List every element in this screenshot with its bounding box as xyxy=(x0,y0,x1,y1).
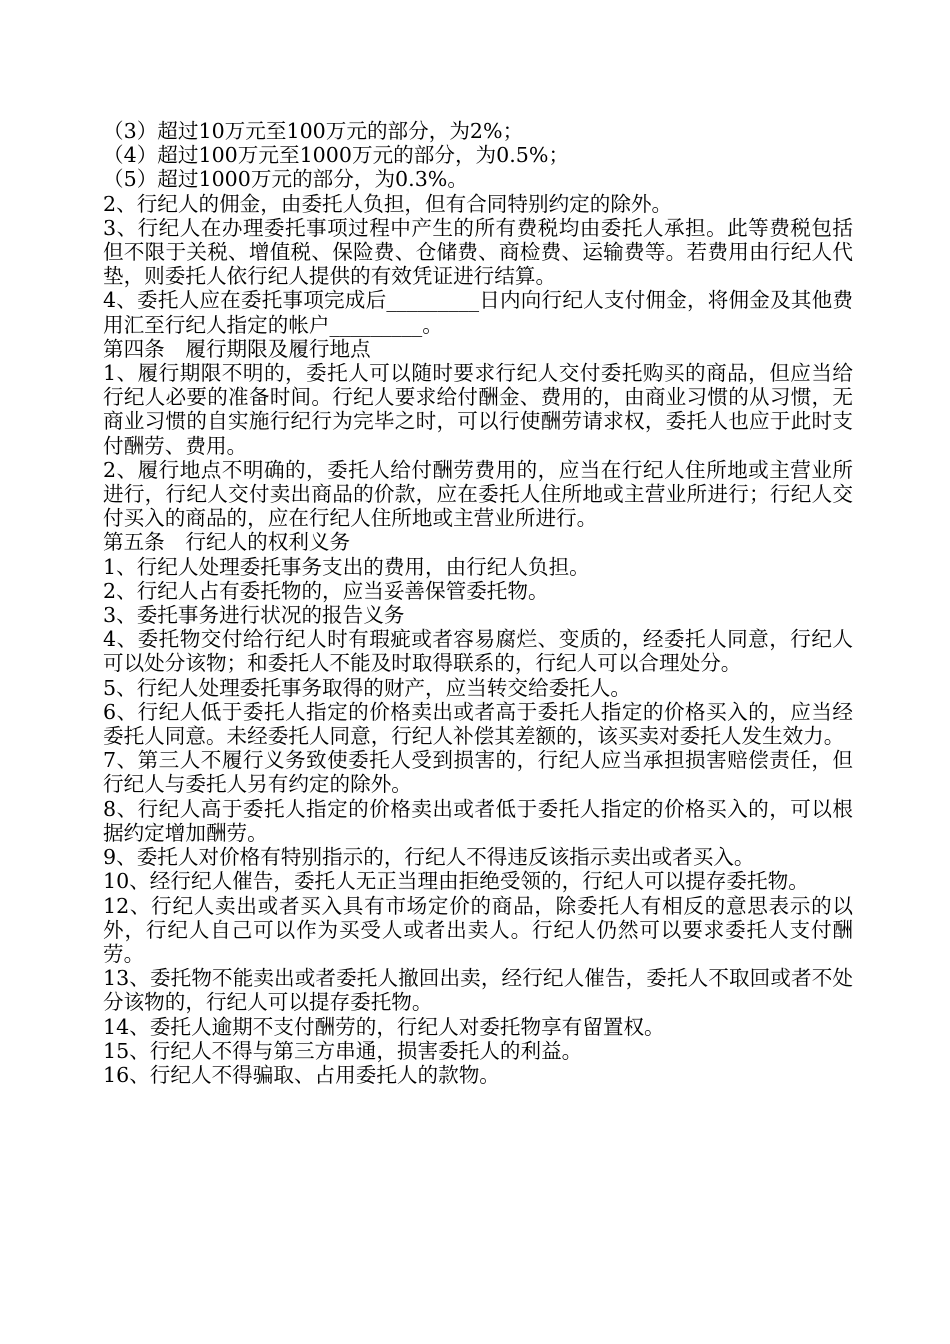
clause-4-1: 1、履行期限不明的，委托人可以随时要求行纪人交付委托购买的商品，但应当给行纪人必要的准备时间。行纪人要求给付酬金、费用的，由商业习惯的从习惯，无商业习惯的自实施行纪行为完毕之时，可以行使酬劳请求权，委托人也应于此时支付酬劳、费用。 xyxy=(103,361,853,458)
clause-5-8: 8、行纪人高于委托人指定的价格卖出或者低于委托人指定的价格买入的，可以根据约定增加酬劳。 xyxy=(103,796,853,845)
clause-5-4: 4、委托物交付给行纪人时有瑕疵或者容易腐烂、变质的，经委托人同意，行纪人可以处分该物；和委托人不能及时取得联系的，行纪人可以合理处分。 xyxy=(103,627,853,676)
clause-5-14: 14、委托人逾期不支付酬劳的，行纪人对委托物享有留置权。 xyxy=(103,1014,665,1039)
fee-tier-5: （5）超过1000万元的部分，为0.3%。 xyxy=(103,167,468,192)
clause-5-12: 12、行纪人卖出或者买入具有市场定价的商品，除委托人有相反的意思表示的以外，行纪人自己可以作为买受人或者出卖人。行纪人仍然可以要求委托人支付酬劳。 xyxy=(103,893,853,966)
clause-3-4: 4、委托人应在委托事项完成后_________日内向行纪人支付佣金，将佣金及其他费用汇至行纪人指定的帐户_________。 xyxy=(103,288,853,337)
document-page xyxy=(103,119,853,1087)
clause-3-3: 3、行纪人在办理委托事项过程中产生的所有费税均由委托人承担。此等费税包括但不限于关税、增值税、保险费、仓储费、商检费、运输费等。若费用由行纪人代垫，则委托人依行纪人提供的有效凭证进行结算。 xyxy=(103,215,853,289)
clause-5-2: 2、行纪人占有委托物的，应当妥善保管委托物。 xyxy=(103,578,549,603)
fee-tier-3: （3）超过10万元至100万元的部分，为2%； xyxy=(103,119,524,143)
clause-5-13: 13、委托物不能卖出或者委托人撤回出卖，经行纪人催告，委托人不取回或者不处分该物的，行纪人可以提存委托物。 xyxy=(103,966,853,1015)
article-4-heading: 第四条 履行期限及履行地点 xyxy=(103,336,371,361)
clause-5-10: 10、经行纪人催告，委托人无正当理由拒绝受领的，行纪人可以提存委托物。 xyxy=(103,869,809,894)
clause-5-5: 5、行纪人处理委托事务取得的财产，应当转交给委托人。 xyxy=(103,675,631,700)
clause-5-1: 1、行纪人处理委托事务支出的费用，由行纪人负担。 xyxy=(103,554,590,579)
article-5-heading: 第五条 行纪人的权利义务 xyxy=(103,530,351,555)
fee-tier-4: （4）超过100万元至1000万元的部分，为0.5%； xyxy=(103,143,570,168)
clause-5-3: 3、委托事务进行状况的报告义务 xyxy=(103,603,405,628)
clause-5-9: 9、委托人对价格有特别指示的，行纪人不得违反该指示卖出或者买入。 xyxy=(103,845,755,870)
clause-5-16: 16、行纪人不得骗取、占用委托人的款物。 xyxy=(103,1062,500,1087)
clause-5-15: 15、行纪人不得与第三方串通，损害委托人的利益。 xyxy=(103,1038,583,1063)
clause-5-6: 6、行纪人低于委托人指定的价格卖出或者高于委托人指定的价格买入的，应当经委托人同意。未经委托人同意，行纪人补偿其差额的，该买卖对委托人发生效力。 xyxy=(103,699,853,749)
clause-4-2: 2、履行地点不明确的，委托人给付酬劳费用的，应当在行纪人住所地或主营业所进行，行纪人交付卖出商品的价款，应在委托人住所地或主营业所进行；行纪人交付买入的商品的，应在行纪人住所地或主营业所进行。 xyxy=(103,457,853,531)
clause-5-7: 7、第三人不履行义务致使委托人受到损害的，行纪人应当承担损害赔偿责任，但行纪人与委托人另有约定的除外。 xyxy=(103,748,853,797)
clause-3-2: 2、行纪人的佣金，由委托人负担，但有合同特别约定的除外。 xyxy=(103,191,673,216)
